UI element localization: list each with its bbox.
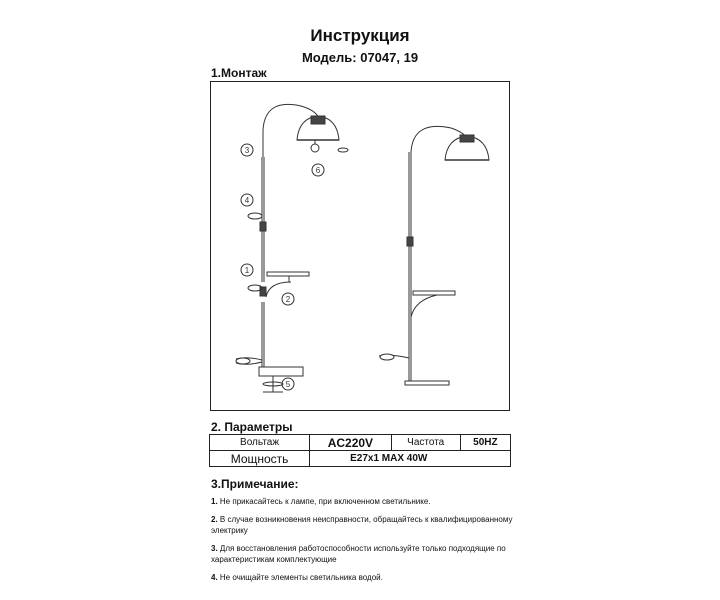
note-text: Не очищайте элементы светильника водой. — [219, 573, 383, 582]
parameters-table — [209, 434, 511, 467]
section-params-heading: 2. Параметры — [211, 420, 293, 434]
step-label-5: 5 — [285, 380, 291, 389]
frequency-value: 50HZ — [460, 435, 510, 451]
note-number: 3. — [211, 544, 218, 553]
assembly-diagram — [211, 82, 511, 412]
note-text: Не прикасайтесь к лампе, при включенном светильнике. — [219, 497, 431, 506]
step-label-6: 6 — [315, 166, 321, 175]
power-value: E27x1 MAX 40W — [310, 451, 511, 467]
assembled-base — [405, 381, 449, 385]
step-label-3: 3 — [244, 146, 250, 155]
note-number: 2. — [211, 515, 218, 524]
base — [259, 367, 303, 376]
table-row — [210, 435, 511, 451]
section-mounting-heading: 1.Монтаж — [211, 66, 267, 80]
assembled-shelf — [413, 291, 455, 295]
step-label-1: 1 — [244, 266, 250, 275]
frequency-label: Частота — [391, 435, 460, 451]
bulb — [311, 144, 319, 152]
note-text: В случае возникновения неисправности, обращайтесь к квалифицированному электрику — [211, 515, 513, 535]
notes-list — [211, 496, 516, 590]
step-label-2: 2 — [285, 295, 291, 304]
assembly-diagram-frame — [210, 81, 510, 411]
note-number: 4. — [211, 573, 218, 582]
list-item — [211, 496, 516, 507]
note-number: 1. — [211, 497, 218, 506]
document-title: Инструкция — [310, 26, 410, 45]
voltage-value: AC220V — [310, 435, 392, 451]
note-text: Для восстановления работоспособности используйте только подходящие по характеристикам комплектующие — [211, 544, 506, 564]
power-label: Мощность — [210, 451, 310, 467]
model-number: Модель: 07047, 19 — [301, 50, 419, 65]
list-item — [211, 514, 516, 536]
pole-joint — [260, 222, 266, 231]
step-label-4: 4 — [244, 196, 250, 205]
list-item — [211, 572, 516, 583]
list-item — [211, 543, 516, 565]
voltage-label: Вольтаж — [210, 435, 310, 451]
shelf — [267, 272, 309, 276]
section-notes-heading: 3.Примечание: — [211, 477, 299, 491]
table-row — [210, 451, 511, 467]
